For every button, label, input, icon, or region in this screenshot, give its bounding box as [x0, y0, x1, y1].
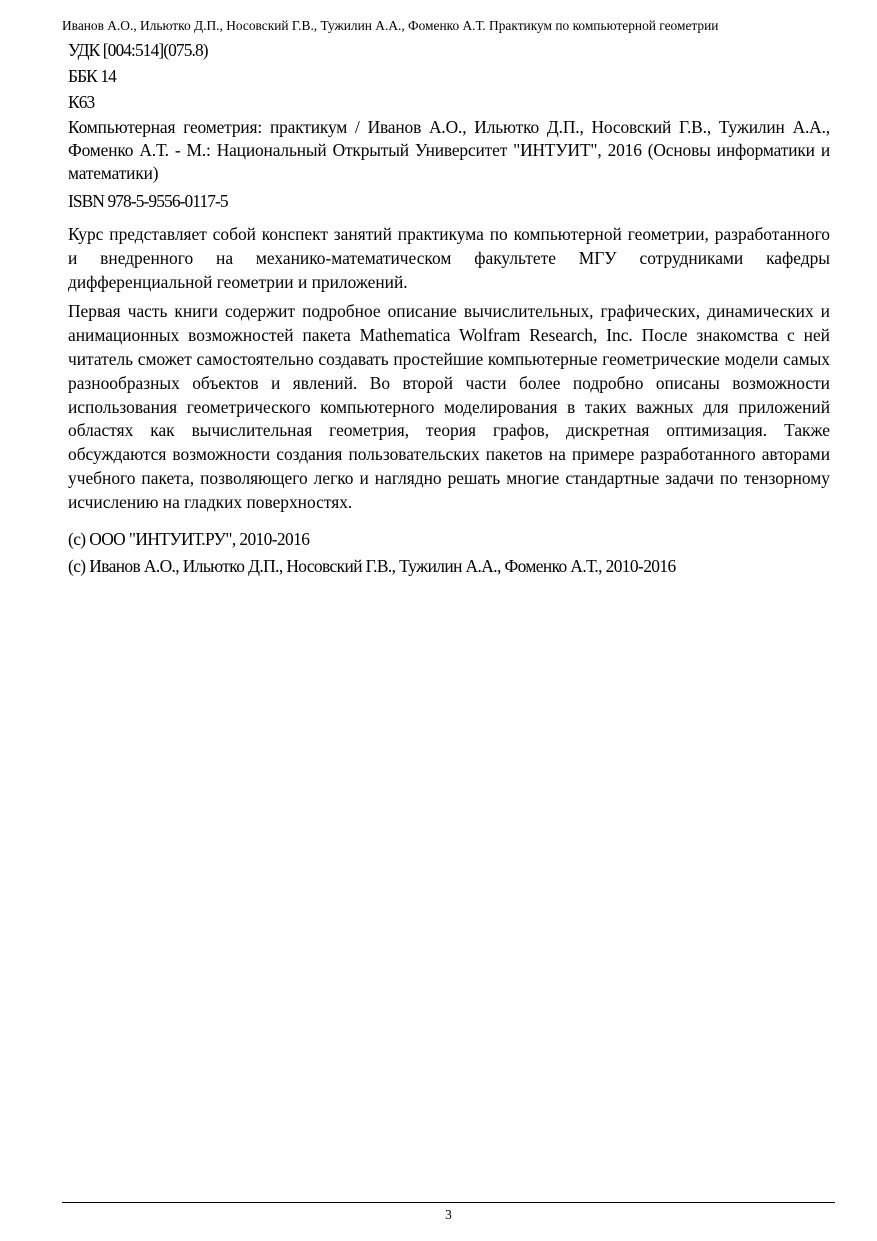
- footer-divider: [62, 1202, 835, 1203]
- bbk-code: ББК 14: [68, 66, 116, 86]
- udk-code: УДК [004:514](075.8): [68, 40, 208, 60]
- bibliographic-citation: Компьютерная геометрия: практикум / Иванов А.О., Ильютко Д.П., Носовский Г.В., Тужилин А.А., Фоменко А.Т. - М.: Национальный Открытый Университет "ИНТУИТ", 2016 (Основы информатики и математики): [68, 117, 830, 183]
- author-sign: К63: [68, 92, 95, 112]
- annotation-paragraph-1: Курс представляет собой конспект занятий практикума по компьютерной геометрии, разработанного и внедренного на механико-математическом факультете МГУ сотрудниками кафедры дифференциальной геометрии и приложений.: [68, 224, 830, 292]
- isbn: ISBN 978-5-9556-0117-5: [68, 191, 228, 211]
- annotation-paragraph-2: Первая часть книги содержит подробное описание вычислительных, графических, динамических и анимационных возможностей пакета Mathematica Wolfram Research, Inc. После знакомства с ней читатель сможет самостоятельно создавать простейшие компьютерные геометрические модели самых разнообразных объектов и явлений. Во второй части более подробно описаны возможности использования геометрического компьютерного моделирования в таких важных для приложений областях как вычислительная геометрия, теория графов, дискретная оптимизация. Также обсуждаются возможности создания пользовательских пакетов на примере разработанного авторами учебного пакета, позволяющего легко и наглядно решать многие стандартные задачи по тензорному исчислению на гладких поверхностях.: [68, 301, 830, 512]
- page-body: [68, 38, 830, 581]
- copyright-publisher: (c) ООО "ИНТУИТ.РУ", 2010-2016: [68, 528, 310, 549]
- page-number: 3: [445, 1207, 452, 1222]
- copyright-authors: (c) Иванов А.О., Ильютко Д.П., Носовский Г.В., Тужилин А.А., Фоменко А.Т., 2010-2016: [68, 555, 676, 576]
- running-header: Иванов А.О., Ильютко Д.П., Носовский Г.В., Тужилин А.А., Фоменко А.Т. Практикум по компьютерной геометрии: [62, 18, 719, 33]
